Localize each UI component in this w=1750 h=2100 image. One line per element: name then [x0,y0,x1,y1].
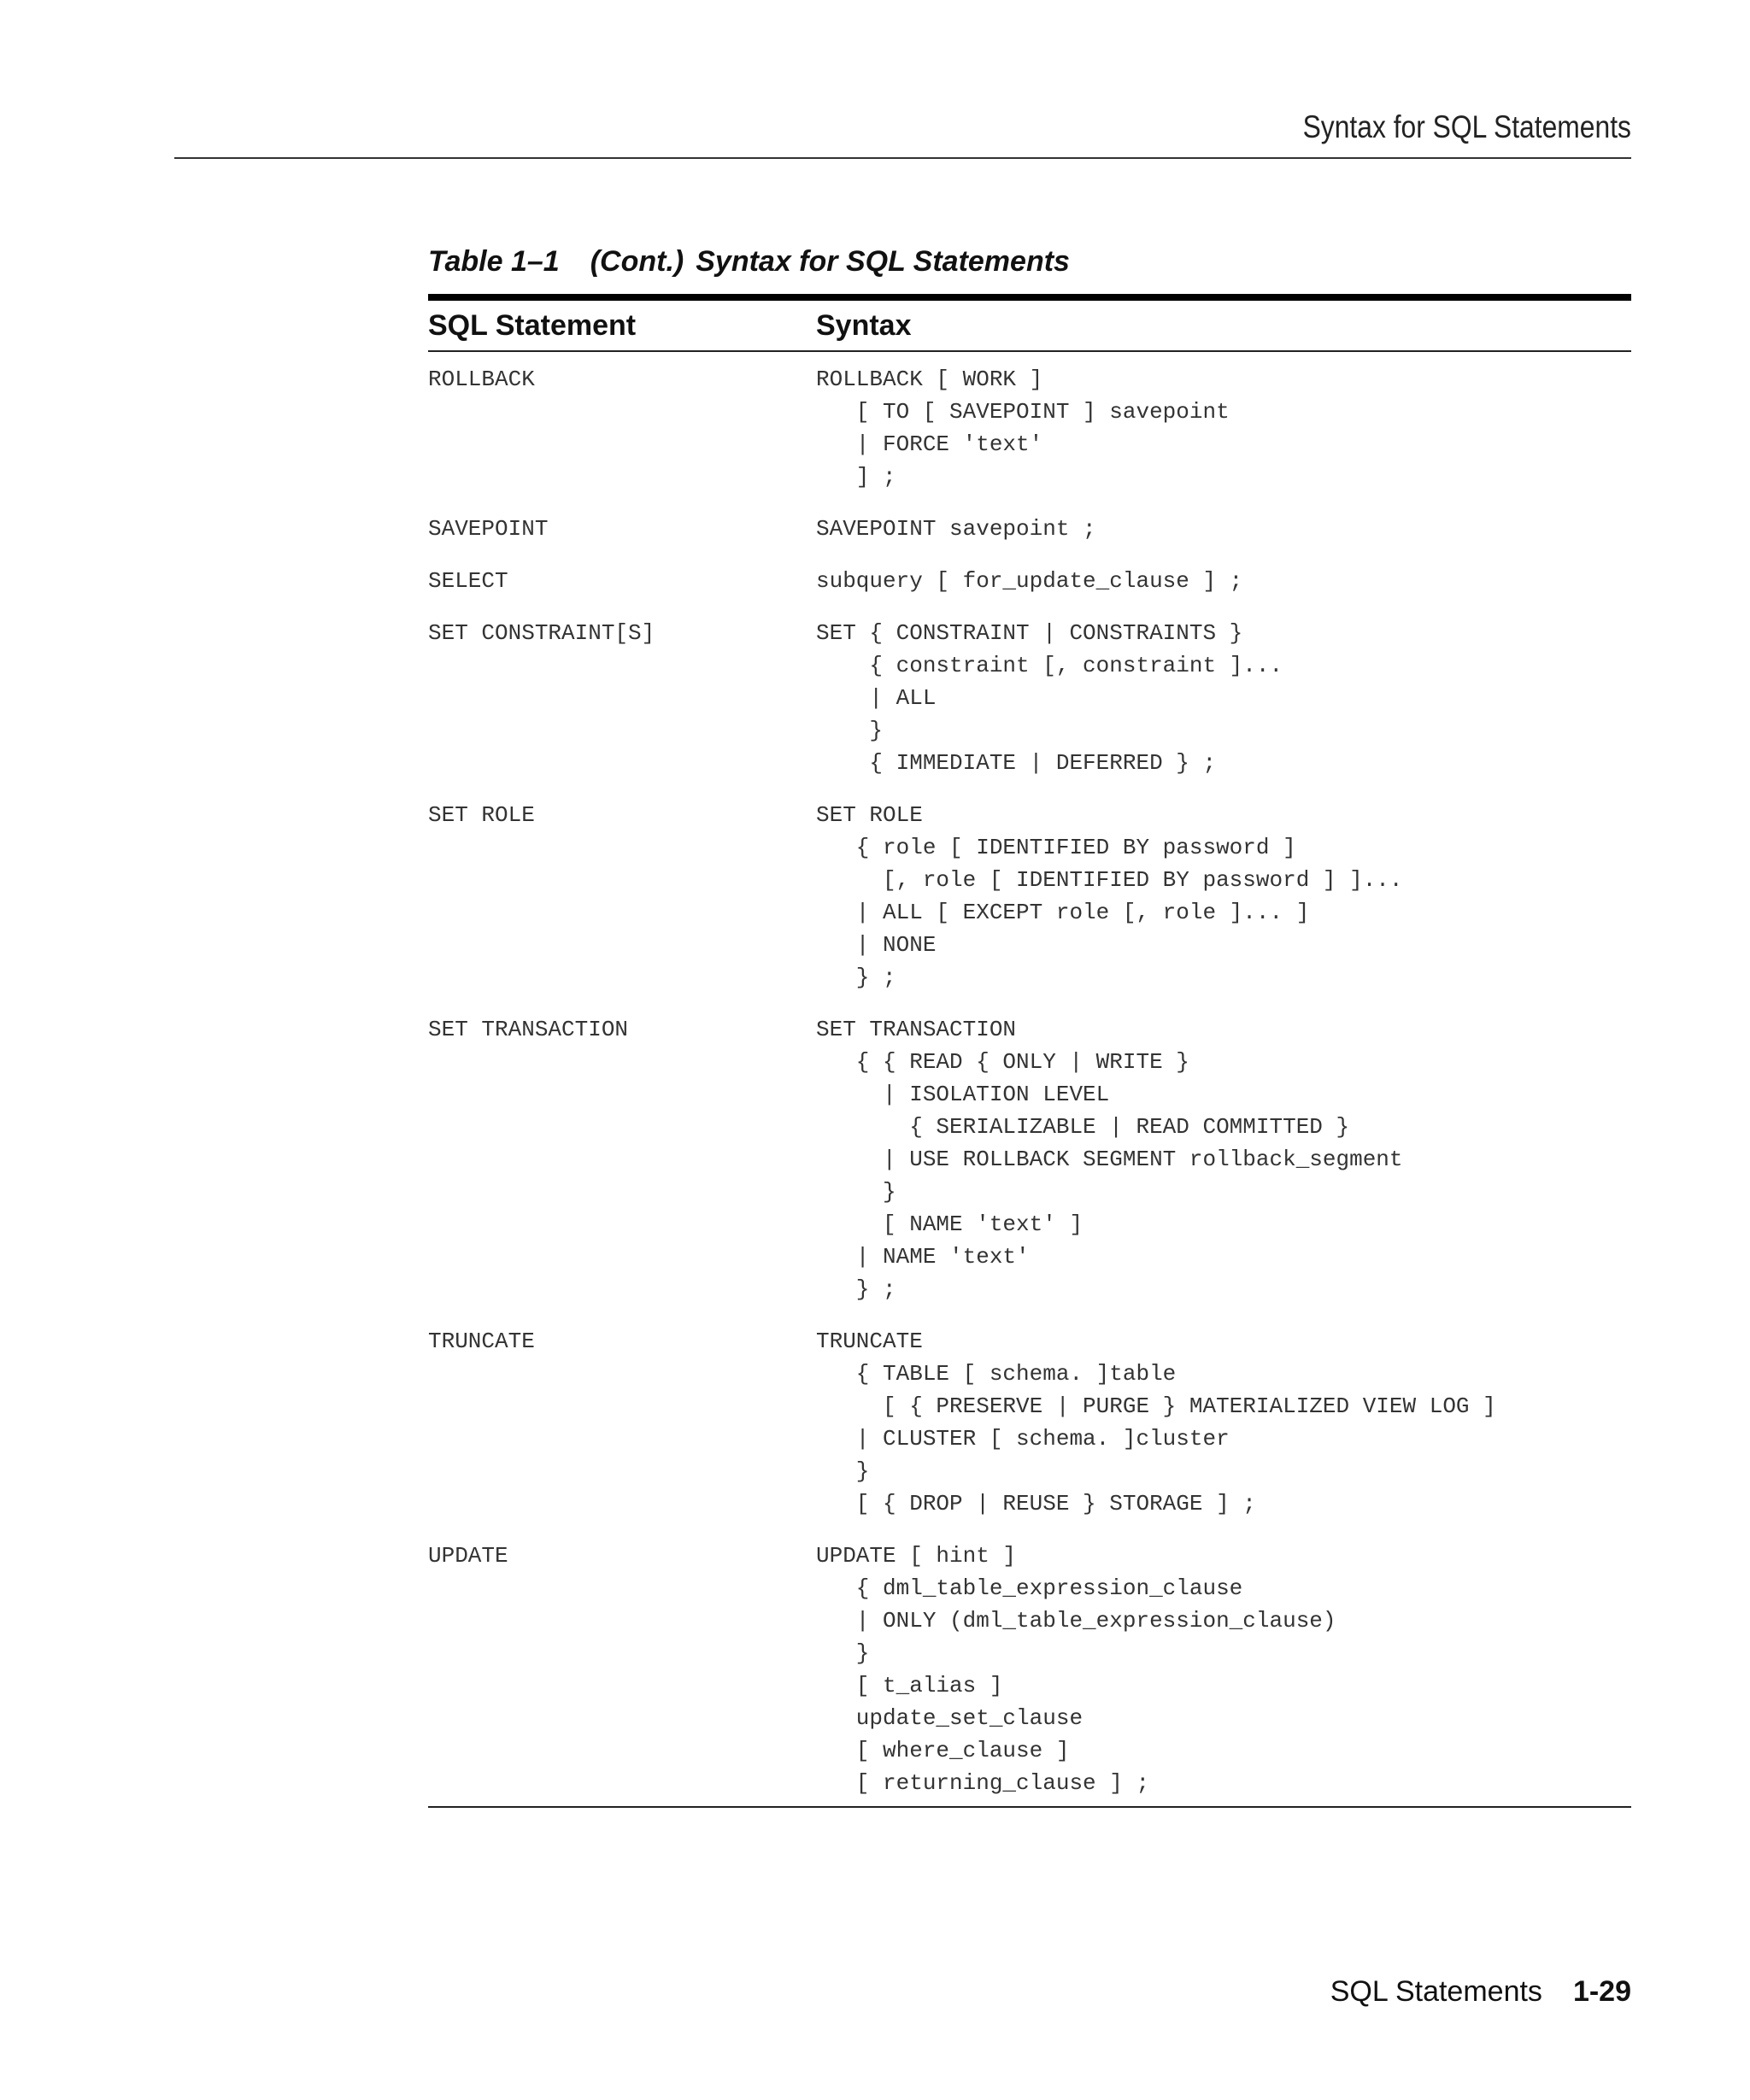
syntax-line: ROLLBACK [ WORK ] [816,367,1043,392]
statement-cell: ROLLBACK [428,367,535,392]
syntax-line: } [816,718,884,743]
syntax-line: { dml_table_expression_clause [816,1575,1243,1601]
syntax-line: [ t_alias ] [816,1673,1003,1698]
syntax-line: | CLUSTER [ schema. ]cluster [816,1426,1230,1452]
table-row [428,617,1631,779]
syntax-line: [ { PRESERVE | PURGE } MATERIALIZED VIEW LOG ] [816,1393,1496,1419]
syntax-cell [816,363,1230,493]
syntax-line: | ISOLATION LEVEL [816,1082,1110,1107]
syntax-cell [816,799,1403,994]
table-row [428,513,1631,545]
statement-cell: TRUNCATE [428,1329,535,1354]
statement-cell: SET ROLE [428,802,535,828]
column-header-syntax: Syntax [816,308,912,342]
table-row [428,1013,1631,1305]
table-row [428,1540,1631,1799]
syntax-line: [ where_clause ] [816,1738,1070,1763]
statement-cell: UPDATE [428,1543,508,1569]
table-body [428,352,1631,1799]
syntax-cell [816,565,1242,597]
table-caption-cont: (Cont.) [590,245,684,278]
syntax-line: } ; [816,965,896,990]
syntax-line: update_set_clause [816,1705,1083,1731]
syntax-line: SET TRANSACTION [816,1017,1017,1042]
syntax-cell [816,1013,1403,1305]
syntax-line: [ returning_clause ] ; [816,1770,1150,1796]
column-header-statement: SQL Statement [428,308,637,342]
table-caption-label: Table 1–1 [428,245,560,278]
table-row [428,1325,1631,1520]
table-bottom-rule [428,1806,1631,1808]
syntax-line: [ { DROP | REUSE } STORAGE ] ; [816,1491,1256,1516]
syntax-line: [, role [ IDENTIFIED BY password ] ]... [816,867,1403,893]
page-footer [1330,1975,1631,2009]
syntax-table [428,244,1631,1808]
syntax-line: | ALL [816,685,937,711]
statement-cell: SAVEPOINT [428,516,549,542]
syntax-line: | ONLY (dml_table_expression_clause) [816,1608,1336,1634]
syntax-line: | NAME 'text' [816,1244,1030,1270]
table-top-rule [428,294,1631,301]
syntax-line: { IMMEDIATE | DEFERRED } ; [816,750,1217,776]
syntax-cell [816,1540,1336,1799]
syntax-line: | NONE [816,932,937,958]
syntax-line: ] ; [816,464,896,490]
syntax-line: } ; [816,1276,896,1302]
syntax-line: { role [ IDENTIFIED BY password ] [816,835,1296,860]
syntax-line: subquery [ for_update_clause ] ; [816,568,1243,594]
syntax-line: } [816,1640,870,1666]
syntax-line: } [816,1179,896,1205]
statement-cell: SET TRANSACTION [428,1017,629,1042]
syntax-line: { { READ { ONLY | WRITE } [816,1049,1189,1075]
syntax-line: SET { CONSTRAINT | CONSTRAINTS } [816,620,1243,646]
syntax-cell [816,617,1283,779]
syntax-line: { SERIALIZABLE | READ COMMITTED } [816,1114,1350,1140]
running-header [174,103,1631,159]
header-title: Syntax for SQL Statements [1302,109,1631,144]
syntax-line: | ALL [ EXCEPT role [, role ]... ] [816,900,1310,925]
syntax-line: SET ROLE [816,802,923,828]
syntax-line: [ NAME 'text' ] [816,1211,1083,1237]
page-number: 1-29 [1572,1975,1631,2008]
syntax-cell [816,1325,1496,1520]
syntax-line: [ TO [ SAVEPOINT ] savepoint [816,399,1230,425]
syntax-line: { constraint [, constraint ]... [816,653,1283,678]
table-row [428,363,1631,493]
syntax-line: UPDATE [ hint ] [816,1543,1017,1569]
table-caption-title: Syntax for SQL Statements [696,245,1070,278]
syntax-line: } [816,1458,870,1484]
syntax-line: TRUNCATE [816,1329,923,1354]
table-row [428,565,1631,597]
syntax-line: | USE ROLLBACK SEGMENT rollback_segment [816,1147,1403,1172]
footer-section: SQL Statements [1330,1975,1542,2008]
table-header-row [428,301,1631,352]
syntax-line: | FORCE 'text' [816,431,1043,457]
syntax-line: SAVEPOINT savepoint ; [816,516,1096,542]
syntax-line: { TABLE [ schema. ]table [816,1361,1177,1387]
syntax-cell [816,513,1096,545]
table-row [428,799,1631,994]
statement-cell: SELECT [428,568,508,594]
table-caption [428,244,1631,294]
statement-cell: SET CONSTRAINT[S] [428,620,655,646]
